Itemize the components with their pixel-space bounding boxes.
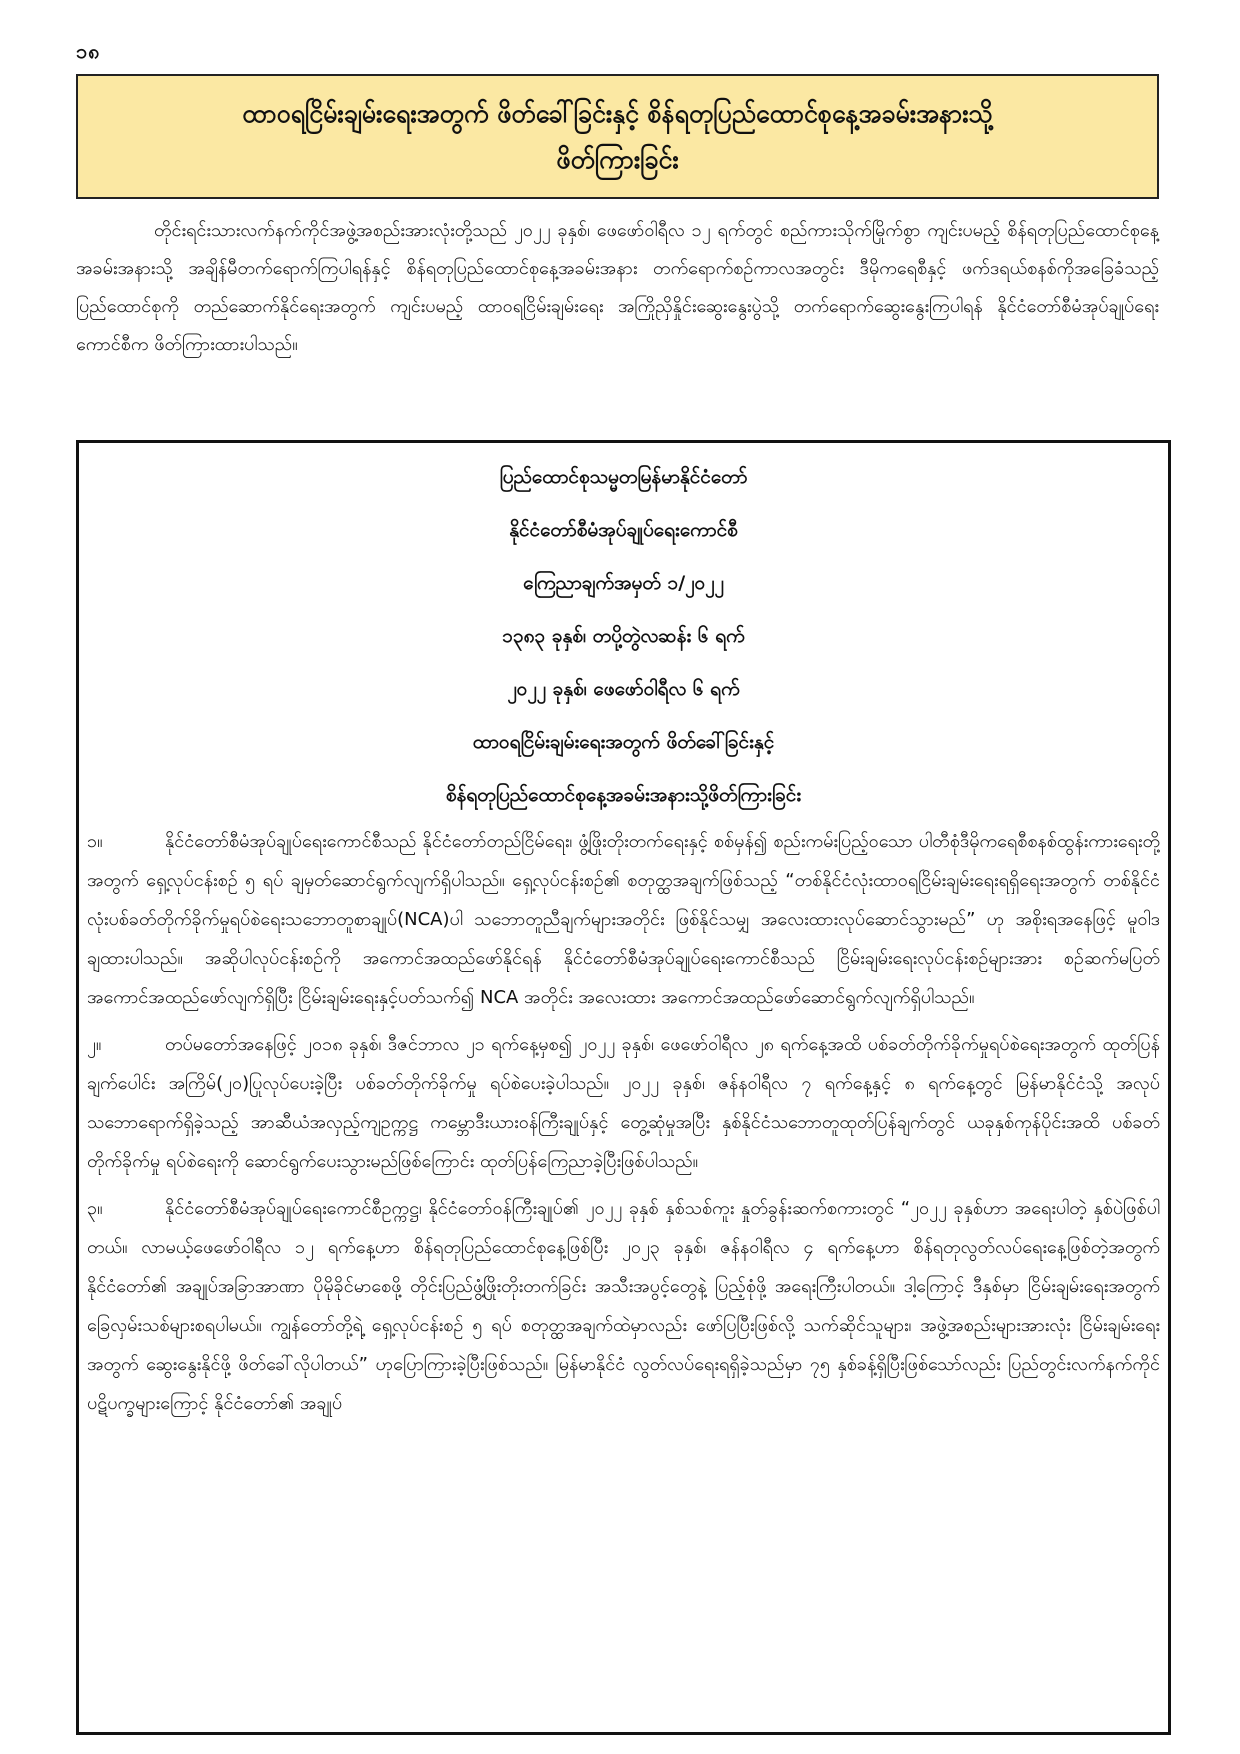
paragraph-number: ၃။ [87,1198,103,1219]
paragraph-text: နိုင်ငံတော်စီမံအုပ်ချုပ်ရေးကောင်စီသည် နိုင်ငံတော်တည်ငြိမ်ရေး၊ ဖွံ့ဖြိုးတိုးတက်ရေးနှင့် စစ်မှန်၍ စည်းကမ်းပြည့်ဝသော ပါတီစုံဒီမိုကရေစီစနစ်ထွန်းကားရေးတို့အတွက် ရှေ့လုပ်ငန်းစဉ် ၅ ရပ် ချမှတ်ဆောင်ရွက်လျက်ရှိပါသည်။ ရှေ့လုပ်ငန်းစဉ်၏ စတုတ္ထအချက်ဖြစ်သည့် “တစ်နိုင်ငံလုံးထာဝရငြိမ်းချမ်းရေးရရှိရေးအတွက် တစ်နိုင်ငံလုံးပစ်ခတ်တိုက်ခိုက်မှုရပ်စဲရေးသဘောတူစာချုပ်(NCA)ပါ သဘောတူညီချက်များအတိုင်း ဖြစ်နိုင်သမျှ အလေးထားလုပ်ဆောင်သွားမည်” ဟု အစိုးရအနေဖြင့် မူဝါဒချထားပါသည်။ အဆိုပါလုပ်ငန်းစဉ်ကို အကောင်အထည်ဖော်နိုင်ရန် နိုင်ငံတော်စီမံအုပ်ချုပ်ရေးကောင်စီသည် ငြိမ်းချမ်းရေးလုပ်ငန်းစဉ်များအား စဉ်ဆက်မပြတ်အကောင်အထည်ဖော်လျက်ရှိပြီး ငြိမ်းချမ်းရေးနှင့်ပတ်သက်၍ NCA အတိုင်း အလေးထား အကောင်အထည်ဖော်ဆောင်ရွက်လျက်ရှိပါသည်။ [87,831,1160,1008]
page-number: ၁၈ [76,39,101,63]
announcement-title-line-2: စိန်ရတုပြည်ထောင်စုနေ့အခမ်းအနားသို့ဖိတ်ကြားခြင်း [445,784,802,806]
announcement-title-line-1: ထာဝရငြိမ်းချမ်းရေးအတွက် ဖိတ်ခေါ်ခြင်းနှင့် [472,731,775,753]
announcement-header-council: နိုင်ငံတော်စီမံအုပ်ချုပ်ရေးကောင်စီ [509,519,738,541]
paragraph-text: တပ်မတော်အနေဖြင့် ၂၀၁၈ ခုနှစ်၊ ဒီဇင်ဘာလ ၂၁ ရက်နေ့မှစ၍ ၂၀၂၂ ခုနှစ်၊ ဖေဖော်ဝါရီလ ၂၈ ရက်နေ့အထိ ပစ်ခတ်တိုက်ခိုက်မှုရပ်စဲရေးအတွက် ထုတ်ပြန်ချက်ပေါင်း အကြိမ်(၂၀)ပြုလုပ်ပေးခဲ့ပြီး ပစ်ခတ်တိုက်ခိုက်မှု ရပ်စဲပေးခဲ့ပါသည်။ ၂၀၂၂ ခုနှစ်၊ ဇန်နဝါရီလ ၇ ရက်နေ့နှင့် ၈ ရက်နေ့တွင် မြန်မာနိုင်ငံသို့ အလုပ်သဘောရောက်ရှိခဲ့သည့် အာဆီယံအလှည့်ကျဥက္ကဋ္ဌ ကမ္ဘောဒီးယားဝန်ကြီးချုပ်နှင့် တွေ့ဆုံမှုအပြီး နှစ်နိုင်ငံသဘောတူထုတ်ပြန်ချက်တွင် ယခုနှစ်ကုန်ပိုင်းအထိ ပစ်ခတ်တိုက်ခိုက်မှု ရပ်စဲရေးကို ဆောင်ရွက်ပေးသွားမည်ဖြစ်ကြောင်း ထုတ်ပြန်ကြေညာခဲ့ပြီးဖြစ်ပါသည်။ [87,1034,1160,1172]
title-line-1: ထာဝရငြိမ်းချမ်းရေးအတွက် ဖိတ်ခေါ်ခြင်းနှင့် စိန်ရတုပြည်ထောင်စုနေ့အခမ်းအနားသို့ [242,98,993,128]
title-line-2: ဖိတ်ကြားခြင်း [556,144,679,174]
intro-paragraph: တိုင်းရင်းသားလက်နက်ကိုင်အဖွဲ့အစည်းအားလုံးတို့သည် ၂၀၂၂ ခုနှစ်၊ ဖေဖော်ဝါရီလ ၁၂ ရက်တွင် စည်ကားသိုက်မြိုက်စွာ ကျင်းပမည့် စိန်ရတုပြည်ထောင်စုနေ့ အခမ်းအနားသို့ အချိန်မီတက်ရောက်ကြပါရန်နှင့် စိန်ရတုပြည်ထောင်စုနေ့အခမ်းအနား တက်ရောက်စဉ်ကာလအတွင်း ဒီမိုကရေစီနှင့် ဖက်ဒရယ်စနစ်ကိုအခြေခံသည့် ပြည်ထောင်စုကို တည်ဆောက်နိုင်ရေးအတွက် ကျင်းပမည့် ထာဝရငြိမ်းချမ်းရေး အကြိုညှိနှိုင်းဆွေးနွေးပွဲသို့ တက်ရောက်ဆွေးနွေးကြပါရန် နိုင်ငံတော်စီမံအုပ်ချုပ်ရေးကောင်စီက ဖိတ်ကြားထားပါသည်။ [76,220,1159,355]
announcement-header-number: ကြေညာချက်အမှတ် ၁/၂၀၂၂ [523,572,724,594]
announcement-paragraph-3 [87,1189,1160,1423]
paragraph-number: ၂။ [87,1034,102,1055]
announcement-header-state: ပြည်ထောင်စုသမ္မတမြန်မာနိုင်ငံတော် [499,466,748,488]
paragraph-text: နိုင်ငံတော်စီမံအုပ်ချုပ်ရေးကောင်စီဥက္ကဋ္ဌ၊ နိုင်ငံတော်ဝန်ကြီးချုပ်၏ ၂၀၂၂ ခုနှစ် နှစ်သစ်ကူး နှုတ်ခွန်းဆက်စကားတွင် “၂၀၂၂ ခုနှစ်ဟာ အရေးပါတဲ့ နှစ်ပဲဖြစ်ပါတယ်။ လာမယ့်ဖေဖော်ဝါရီလ ၁၂ ရက်နေ့ဟာ စိန်ရတုပြည်ထောင်စုနေ့ဖြစ်ပြီး ၂၀၂၃ ခုနှစ်၊ ဇန်နဝါရီလ ၄ ရက်နေ့ဟာ စိန်ရတုလွတ်လပ်ရေးနေ့ဖြစ်တဲ့အတွက် နိုင်ငံတော်၏ အချုပ်အခြာအာဏာ ပိုမိုခိုင်မာစေဖို့ တိုင်းပြည်ဖွံ့ဖြိုးတိုးတက်ခြင်း အသီးအပွင့်တွေနဲ့ ပြည့်စုံဖို့ အရေးကြီးပါတယ်။ ဒါ့ကြောင့် ဒီနှစ်မှာ ငြိမ်းချမ်းရေးအတွက် ခြေလှမ်းသစ်များစရပါမယ်။ ကျွန်တော်တို့ရဲ့ ရှေ့လုပ်ငန်းစဉ် ၅ ရပ် စတုတ္ထအချက်ထဲမှာလည်း ဖော်ပြပြီးဖြစ်လို့ သက်ဆိုင်သူများ၊ အဖွဲ့အစည်းများအားလုံး ငြိမ်းချမ်းရေးအတွက် ဆွေးနွေးနိုင်ဖို့ ဖိတ်ခေါ်လိုပါတယ်” ဟုပြောကြားခဲ့ပြီးဖြစ်သည်။ မြန်မာနိုင်ငံ လွတ်လပ်ရေးရရှိခဲ့သည်မှာ ၇၅ နှစ်ခန့်ရှိပြီးဖြစ်သော်လည်း ပြည်တွင်းလက်နက်ကိုင်ပဋိပက္ခများကြောင့် နိုင်ငံတော်၏ အချုပ် [87,1198,1160,1414]
announcement-header-date: ၂၀၂၂ ခုနှစ်၊ ဖေဖော်ဝါရီလ ၆ ရက် [507,678,740,700]
title-box [76,74,1159,199]
paragraph-number: ၁။ [87,831,103,852]
announcement-paragraph-2 [87,1025,1160,1181]
announcement-header-myanmar-date: ၁၃၈၃ ခုနှစ်၊ တပို့တွဲလဆန်း ၆ ရက် [502,625,745,647]
announcement-box [76,440,1171,1735]
announcement-paragraph-1 [87,822,1160,1017]
